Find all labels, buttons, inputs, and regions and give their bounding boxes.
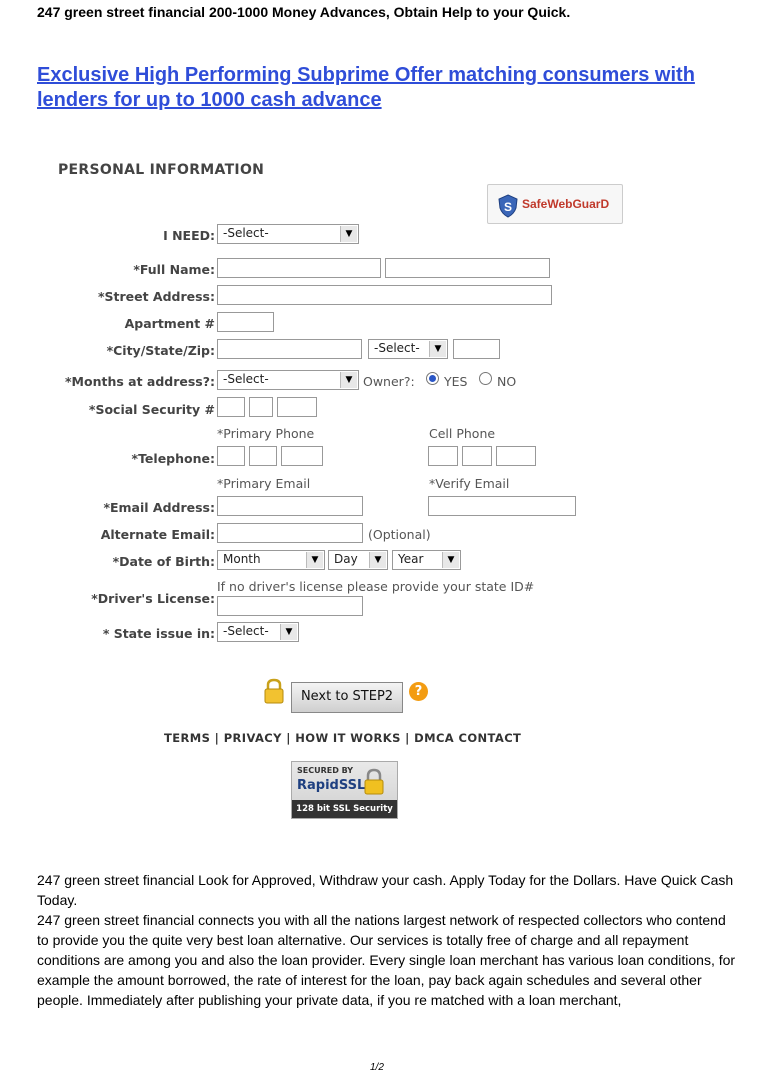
license-hint: If no driver's license please provide your state ID# (217, 579, 535, 594)
dob-day-value: Day (334, 552, 358, 566)
months-select[interactable] (217, 370, 359, 390)
label-alt-email: Alternate Email: (100, 527, 215, 542)
label-state-issue: * State issue in: (102, 626, 215, 641)
footer-links[interactable]: TERMS | PRIVACY | HOW IT WORKS | DMCA CONTACT (164, 731, 522, 745)
owner-no-radio[interactable] (479, 372, 492, 385)
i-need-select[interactable] (217, 224, 359, 244)
dob-year-select[interactable] (392, 550, 461, 570)
label-telephone: *Telephone: (131, 451, 215, 466)
chevron-down-icon: ▼ (306, 552, 323, 568)
zip-field[interactable] (453, 339, 500, 359)
label-i-need: I NEED: (163, 228, 215, 243)
state-issue-select[interactable] (217, 622, 299, 642)
email-field[interactable] (217, 496, 363, 516)
primary-email-hint: *Primary Email (217, 476, 311, 491)
rapidssl-seal (291, 761, 398, 819)
i-need-select-value: -Select- (223, 226, 269, 240)
apartment-field[interactable] (217, 312, 274, 332)
next-step-button[interactable]: Next to STEP2 (291, 682, 403, 713)
license-field[interactable] (217, 596, 363, 616)
label-apartment: Apartment # (124, 316, 215, 331)
state-select[interactable] (368, 339, 448, 359)
first-name-field[interactable] (217, 258, 381, 278)
ssn-part1-field[interactable] (217, 397, 245, 417)
svg-text:S: S (503, 200, 513, 214)
phone-prefix-field[interactable] (249, 446, 277, 466)
phone-area-field[interactable] (217, 446, 245, 466)
ssn-part2-field[interactable] (249, 397, 273, 417)
chevron-down-icon: ▼ (280, 624, 297, 640)
dob-day-select[interactable] (328, 550, 388, 570)
dob-month-value: Month (223, 552, 261, 566)
owner-label: Owner?: (363, 374, 415, 389)
cell-area-field[interactable] (428, 446, 458, 466)
label-dob: *Date of Birth: (112, 554, 215, 569)
safewebguard-label: SafeWebGuarD (522, 197, 610, 211)
chevron-down-icon: ▼ (340, 226, 357, 242)
label-months: *Months at address?: (65, 374, 215, 389)
label-ssn: *Social Security # (88, 402, 215, 417)
chevron-down-icon: ▼ (369, 552, 386, 568)
owner-yes-radio[interactable] (426, 372, 439, 385)
label-license: *Driver's License: (91, 591, 215, 606)
months-select-value: -Select- (223, 372, 269, 386)
street-address-field[interactable] (217, 285, 552, 305)
cell-prefix-field[interactable] (462, 446, 492, 466)
cell-phone-hint: Cell Phone (429, 426, 496, 441)
chevron-down-icon: ▼ (442, 552, 459, 568)
state-select-value: -Select- (374, 341, 420, 355)
cell-line-field[interactable] (496, 446, 536, 466)
verify-email-hint: *Verify Email (429, 476, 510, 491)
alternate-email-field[interactable] (217, 523, 363, 543)
ssl-secured-by: SECURED BY (297, 766, 354, 775)
label-street: *Street Address: (97, 289, 215, 304)
ssn-part3-field[interactable] (277, 397, 317, 417)
section-title: PERSONAL INFORMATION (58, 162, 265, 178)
body-paragraph: 247 green street financial Look for Approved, Withdraw your cash. Apply Today for the Dollars. Have Quick Cash Today. (37, 872, 734, 908)
headline-link[interactable]: Exclusive High Performing Subprime Offer matching consumers with lenders for up to 1000 cash advance (37, 64, 695, 111)
body-paragraph: 247 green street financial connects you with all the nations largest network of respected collectors who contend to provide you the quite very best loan alternative. Our services is totally free of charge and all repayment conditions are among you and also the loan provider. Every single loan merchant has various loan conditions, for example the amount borrowed, the rate of interest for the loan, pay back again schedules and several other people. Immediately after publishing your private data, if you re matched with a loan merchant, (37, 912, 736, 1008)
last-name-field[interactable] (385, 258, 550, 278)
personal-info-form (35, 140, 655, 840)
padlock-icon (362, 768, 386, 796)
page-header: 247 green street financial 200-1000 Money Advances, Obtain Help to your Quick. (37, 4, 571, 20)
body-text (37, 870, 737, 1010)
ssl-brand: RapidSSL (297, 778, 366, 793)
dob-month-select[interactable] (217, 550, 325, 570)
owner-yes-label: YES (444, 374, 468, 389)
shield-icon (498, 194, 518, 218)
safewebguard-badge (487, 184, 623, 224)
ssl-bits: 128 bit SSL Security (292, 800, 397, 818)
label-city: *City/State/Zip: (106, 343, 215, 358)
verify-email-field[interactable] (428, 496, 576, 516)
city-field[interactable] (217, 339, 362, 359)
owner-no-label: NO (497, 374, 517, 389)
dob-year-value: Year (398, 552, 424, 566)
chevron-down-icon: ▼ (429, 341, 446, 357)
chevron-down-icon: ▼ (340, 372, 357, 388)
label-full-name: *Full Name: (133, 262, 215, 277)
label-email: *Email Address: (103, 500, 215, 515)
lock-icon (263, 678, 285, 704)
optional-note: (Optional) (368, 527, 431, 542)
page-number: 1/2 (370, 1062, 384, 1073)
help-icon[interactable]: ? (409, 682, 428, 701)
phone-line-field[interactable] (281, 446, 323, 466)
state-issue-select-value: -Select- (223, 624, 269, 638)
primary-phone-hint: *Primary Phone (217, 426, 315, 441)
